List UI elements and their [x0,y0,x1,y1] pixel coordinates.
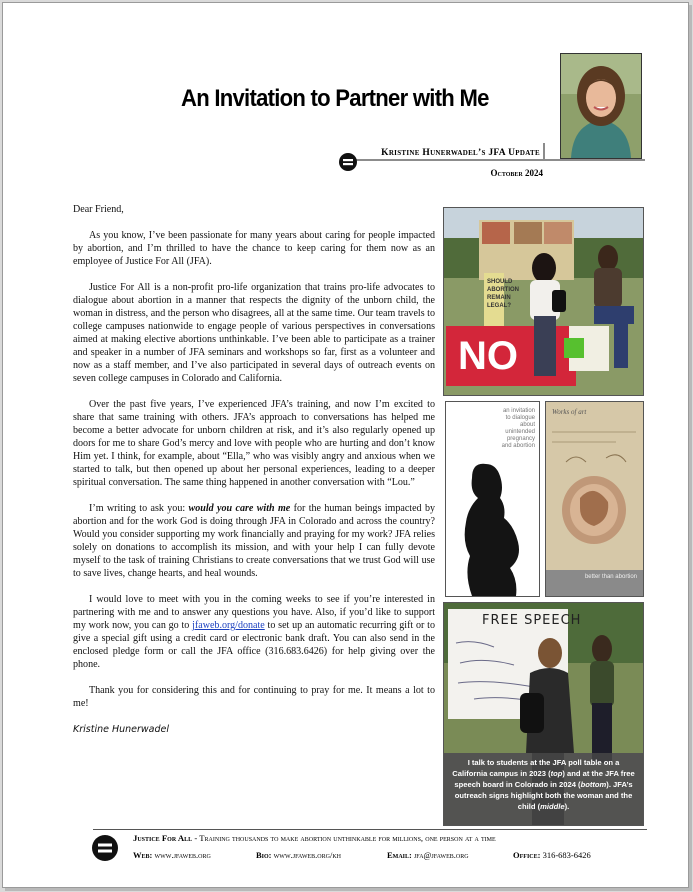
letter-paragraph: As you know, I’ve been passionate for many years about caring for people impacted by abortion, and I’m thrilled to have the chance to keep caring for them now as an employee of Justice For All (JFA). [73,230,435,267]
footer-office-label: Office: [513,850,541,860]
caption-emphasis: top [550,769,563,778]
footer-office-phone[interactable]: 316-683-6426 [542,850,591,860]
jfa-footer-logo-icon [92,835,118,861]
caption-text: ) and at the JFA free speech board in Colorado in 2024 ( [454,769,635,789]
caption-text: I talk to students at the JFA poll table on a California campus in 2023 ( [452,758,620,778]
letter-text: to set up an automatic recurring gift or to give a special gift using a credit card or electronic bank draft. You can also send in the enclosed pledge form or call the JFA office (316.683.6426) for help giving over the phone. [73,620,435,670]
poll-board-word: SHOULD [487,279,513,285]
header-rule [340,159,645,161]
letter-paragraph: Over the past five years, I’ve experienced JFA’s training, and now I’m excited to share that same training with others. JFA’s approach to conversations has helped me become a better advocate for unborn children at risk, and it’s also regularly opened up doors for me to share God’s mercy and love with people who are hurting and don’t know Him yet. I think, for example, about “Ella,” who was visibly angry and anxious when we started to talk, but then opened up about her personal experiences, leading to a deeper spiritual conversation. The same thing happened in another conversation with “Lou.” [73,399,435,488]
works-of-art-label: Works of art [552,408,587,416]
footer-email-link[interactable]: jfa@jfaweb.org [413,850,469,860]
footer-email-label: Email: [387,850,412,860]
footer-bio-link[interactable]: www.jfaweb.org/kh [273,850,341,860]
jfa-logo-icon [339,153,357,171]
issue-date: October 2024 [490,168,543,178]
footer-web [133,850,211,860]
footer-rule [93,829,647,830]
letter-paragraph [73,502,435,580]
letter-body [73,203,435,749]
newsletter-subtitle: Kristine Hunerwadel’s JFA Update [381,148,540,158]
footer-web-link[interactable]: www.jfaweb.org [154,850,211,860]
newsletter-page [2,2,689,888]
photo-caption [444,753,643,825]
better-than-abortion-label: better than abortion [584,574,637,580]
letter-text: for the human beings impacted by abortion and for the work God is doing through JFA in Colorado and across the country? Would you consider supporting my work financially and praying for my work? JFA relies solely on donations to accomplish its mission, and with your help I can fully devote myself to the task of training Christians to create conversations that we trust God will use to save lives, change hearts, and heal wounds. [73,503,435,579]
footer-office [513,850,591,860]
author-portrait [560,53,642,159]
pamphlet-line: pregnancy [506,436,535,442]
pamphlet-line: unintended [505,429,535,435]
letter-paragraph: Thank you for considering this and for continuing to pray for me. It means a lot to me! [73,685,435,709]
caption-text: ). JFA’s outreach signs highlight both the woman and the child ( [454,780,633,811]
caption-text: ). [564,802,570,811]
caption-emphasis: bottom [580,780,607,789]
footer-web-label: Web: [133,850,153,860]
pamphlet-line: about [519,422,535,428]
signature: Kristine Hunerwadel [73,724,170,735]
page-title: An Invitation to Partner with Me [181,85,489,112]
photo-free-speech-board [443,602,644,826]
letter-paragraph: Justice For All is a non-profit pro-life organization that trains pro-life advocates to dialogue about abortion in a manner that respects the dignity of the unborn child, the woman in distress, and the person who disagrees, all at the same time. Our team travels to college campuses nationwide to engage people of various perspectives in conversations aimed at making elective abortions unthinkable. I’ve been able to participate as a trainer and speaker in a number of JFA seminars and workshops so far, first as a volunteer and now as a staff member, and I’ve also participated in several days of outreach events on seven college campuses in Colorado and California. [73,282,435,384]
caption-emphasis: middle [540,802,565,811]
letter-text: I’m writing to ask you: [89,503,189,514]
letter-greeting: Dear Friend, [73,204,124,215]
footer-tagline-line [133,833,653,843]
free-speech-label: FREE SPEECH [482,613,582,628]
poll-board-word: LEGAL? [487,303,511,309]
footer-tagline: - Training thousands to make abortion unthinkable for millions, one person at a time [192,833,496,843]
footer-org-name: Justice For All [133,833,193,843]
pamphlet-silhouette [445,401,540,597]
pamphlet-works-of-art [545,401,644,597]
photo-poll-table [443,207,644,396]
footer-bio-label: Bio: [256,850,272,860]
sign-no-text: NO [458,334,518,378]
pamphlet-line: and abortion [501,443,535,449]
pamphlet-line: to dialogue [505,415,535,421]
footer-bio [256,850,341,860]
letter-text: I would love to meet with you in the coming weeks to see if you’re interested in partnering with me and to answer any questions you have. Also, if you’d like to support my work now, you can go to [73,594,435,631]
letter-emphasis: would you care with me [188,503,291,514]
poll-board-word: ABORTION [487,287,519,293]
footer-email [387,850,469,860]
letter-paragraph [73,593,435,671]
donate-link[interactable]: jfaweb.org/donate [192,620,265,631]
poll-board [487,278,519,310]
poll-board-word: REMAIN [487,295,511,301]
pamphlet-line: an invitation [502,408,535,414]
